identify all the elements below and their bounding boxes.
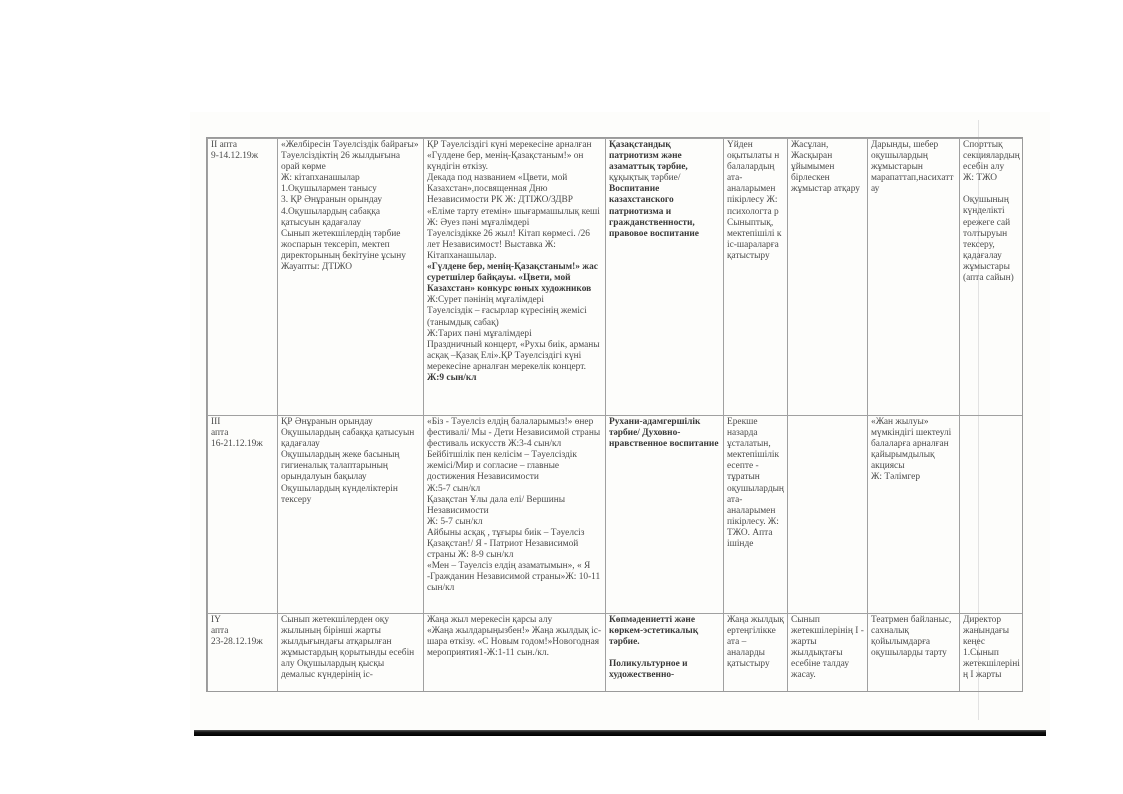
cell-text: Рухани-адамгершілік тәрбие/ Духовно-нравственное воспитание — [609, 417, 719, 450]
cell-text: Оқушылардың сабаққа қатысуын қадағалау — [281, 428, 415, 450]
cell-text: Сынып жетекшілерден оқу жылының бірінші жарты жылдығындағы атқарылған жұмыстардың қорытынды есебін алу Оқушылардың қысқы демалыс күндерінің іс- — [281, 615, 415, 681]
control-cell — [960, 416, 1024, 614]
cell-text: «Желбіресін Тәуелсіздік байрағы» Тәуелсіздіктің 26 жылдығына орай көрме — [281, 140, 419, 173]
activities-cell — [424, 614, 606, 693]
cell-text: Қазақстандық патриотизм және азаматтық тәрбие, — [609, 140, 688, 173]
cell-text: Көпмәдениетті және көркем-эстетикалық тәрбие. — [609, 615, 699, 648]
table-row — [208, 416, 1024, 614]
control-cell — [960, 614, 1024, 693]
organization-cell — [788, 416, 868, 614]
cell-text: ҚР Тәуелсіздігі күні мерекесіне арналған «Гүлдене бер, менің-Қазақстаным!» он күндігін өткізу. — [427, 140, 592, 173]
cell-text: Директор жанындағы кеңес — [963, 615, 1010, 648]
cell-text: «Жаңа жылдарыңызбен!» Жаңа жылдық іс-шара өткізу. «С Новым годом!»Новогодная мероприятия1-Ж:1-11 сын./кл. — [427, 626, 602, 659]
control-cell — [960, 139, 1024, 416]
cell-text: Ж:5-7 сын/кл — [427, 483, 481, 494]
cell-text: Спорттық секциялардың есебін алу — [963, 140, 1020, 173]
direction-cell — [606, 139, 724, 416]
cell-text: «Жан жылуы» мүмкіндігі шектеулі балаларға арналған қайырымдылық акциясы — [871, 417, 952, 472]
cell-text: 3. ҚР Әнұранын орындау — [281, 195, 383, 206]
spacer — [963, 184, 1020, 195]
students-cell — [868, 416, 960, 614]
week-cell — [208, 139, 278, 416]
cell-text: Жаңа жылдық ертеңгілікке ата – аналарды қатыстыру — [727, 615, 784, 670]
direction-cell — [606, 614, 724, 693]
week-label: 9-14.12.19ж — [211, 151, 259, 162]
week-label: 23-28.12.19ж — [211, 637, 263, 648]
scan-bottom-edge — [194, 730, 1046, 736]
week-label: IY — [211, 615, 221, 625]
cell-text: Жасұлан, Жасқыран ұйымымен бірлескен жұмыстар атқару — [791, 140, 860, 195]
cell-text: құқықтық тәрбие/ — [609, 173, 681, 184]
students-cell — [868, 139, 960, 416]
cell-text: Сынып жетекшілерінің І - жарты жылдықтағы есебіне талдау жасау. — [791, 615, 864, 681]
parents-cell — [724, 614, 788, 693]
cell-text: Ж:Тарих пәні мұғалімдері — [427, 328, 532, 339]
parents-cell — [724, 139, 788, 416]
organization-cell — [788, 614, 868, 693]
cell-text: Ж: Әуез пәні мұғалімдері — [427, 217, 530, 228]
cell-text: Театрмен байланыс, сахналық қойылымдарға оқушыларды тарту — [871, 615, 952, 659]
cell-text: Тәуелсіздікке 26 жыл! Кітап көрмесі. /26 лет Независимост! Выставка Ж: Кітапханашылар. — [427, 228, 590, 261]
spacer — [609, 648, 720, 659]
activities-cell — [424, 139, 606, 416]
week-cell — [208, 614, 278, 693]
cell-text: Жаңа жыл мерекесін қарсы алу — [427, 615, 553, 625]
events-cell — [278, 614, 424, 693]
cell-text: Ж:9 сын/кл — [427, 372, 477, 383]
cell-text: «Біз - Тәуелсіз елдің балаларымыз!» өнер фестивалі/ Мы - Дети Независимой страны фестиваль искусств Ж:3-4 сын/кл — [427, 417, 601, 450]
cell-text: Ж: ТЖО — [963, 173, 998, 184]
cell-text: Ж:Сурет пәнінің мұғалімдері — [427, 295, 544, 306]
cell-text: Ж: Тәлімгер — [871, 472, 921, 483]
cell-text: 4.Оқушылардың сабаққа қатысуын қадағалау — [281, 206, 381, 228]
cell-text: Тәуелсіздік – ғасырлар күресінің жемісі (танымдық сабақ) — [427, 306, 587, 328]
cell-text: Оқушының күнделікті ережеге сай толтыруын тексеру, қадағалау жұмыстары (апта сайын) — [963, 195, 1014, 284]
activities-cell — [424, 416, 606, 614]
events-cell — [278, 139, 424, 416]
cell-text: Айбыны асқақ , тұғыры биік – Тәуелсіз Қазақстан!/ Я - Патриот Независимой страны Ж: 8-9 сын/кл — [427, 527, 585, 561]
education-plan-table — [207, 138, 1023, 692]
week-label: III — [211, 417, 221, 427]
cell-text: Воспитание казахстанского патриотизма и гражданственности, правовое воспитание — [609, 184, 699, 239]
week-cell — [208, 416, 278, 614]
cell-text: Сынып жетекшілердің тәрбие жоспарын тексеріп, мектеп директорының бекітуіне ұсыну — [281, 228, 406, 261]
cell-text: Декада под названием «Цвети, мой Казахстан»,посвященная Дню Независимости РК Ж: ДТІЖО/ЗДВР — [427, 173, 573, 206]
cell-text: 1.Оқушылармен танысу — [281, 184, 377, 195]
cell-text: Қазақстан Ұлы дала елі/ Вершины Независимости — [427, 494, 566, 516]
cell-text: Ж: кітапханашылар — [281, 173, 360, 184]
cell-text: 1.Сынып жетекшілерінің І жарты — [963, 648, 1020, 681]
cell-text: Оқушылардың күнделіктерін тексеру — [281, 483, 398, 505]
cell-text: Ерекше назарда ұсталатын, мектепішілік есепте - тұратын оқушылардың ата-аналарымен пікірлесу. Ж: ТЖО. Апта ішінде — [727, 417, 784, 550]
week-label: апта — [211, 428, 229, 439]
cell-text: ҚР Әнұранын орындау — [281, 417, 373, 427]
table-row — [208, 139, 1024, 416]
cell-text: Праздничный концерт, «Рухы биік, арманы асқақ –Қазақ Елі».ҚР Тәуелсіздігі күні мерекесіне арналған мерекелік концерт. — [427, 339, 600, 372]
cell-text: «Еліме тарту етемін» шығармашылық кеші — [427, 206, 600, 217]
organization-cell — [788, 139, 868, 416]
cell-text: Бейбітшілік пен келісім – Тәуелсіздік жемісі/Мир и согласие – главные достижения Независимости — [427, 450, 577, 483]
week-label: II апта — [211, 140, 238, 150]
cell-text: Ж: 5-7 сын/кл — [427, 516, 483, 527]
students-cell — [868, 614, 960, 693]
cell-text: «Мен – Тәуелсіз елдің азаматымын», « Я -Гражданин Независимой страны»Ж: 10-11 сын/кл — [427, 561, 601, 594]
cell-text: Поликультурное и художественно- — [609, 659, 688, 681]
week-label: апта — [211, 626, 229, 637]
cell-text: Жауапты: ДТІЖО — [281, 262, 352, 273]
plan-table-container — [206, 137, 1023, 692]
cell-text: «Гүлдене бер, менің-Қазақстаным!» жас суретшілер байқауы. «Цвети, мой Казахстан» конкурс юных художников — [427, 262, 598, 295]
cell-text: Оқушылардың жеке басының гигиеналық талаптарының орындалуын бақылау — [281, 450, 400, 483]
direction-cell — [606, 416, 724, 614]
week-label: 16-21.12.19ж — [211, 439, 263, 450]
cell-text: Дарынды, шебер оқушылардың жұмыстарын марапаттап,насихаттау — [871, 140, 954, 195]
cell-text: Үйден оқытылаты н балалардың ата-аналарымен пікірлесу Ж: психологта р — [727, 140, 780, 217]
table-row — [208, 614, 1024, 693]
parents-cell — [724, 416, 788, 614]
cell-text: Сыныптық, мектепішілі к іс-шараларға қатыстыру — [727, 217, 782, 261]
events-cell — [278, 416, 424, 614]
